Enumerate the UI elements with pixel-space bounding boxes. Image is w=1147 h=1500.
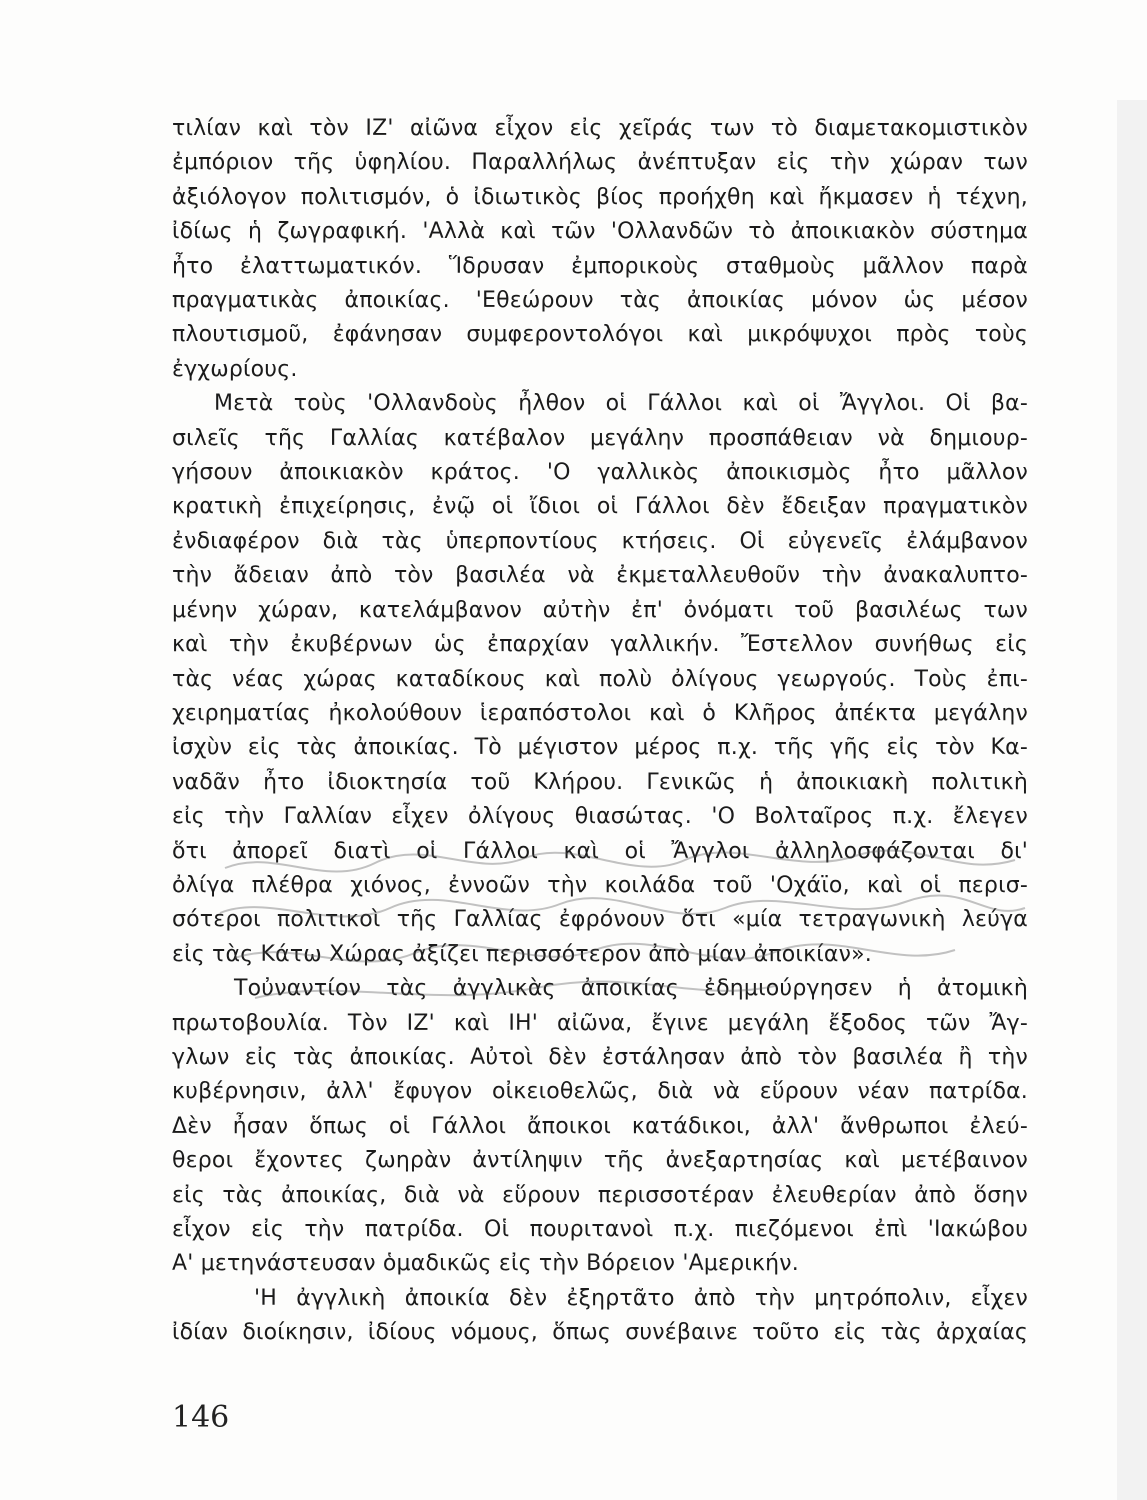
- text-line: γήσουν ἀποικιακὸν κράτος. 'Ο γαλλικὸς ἀποικισμὸς ἦτο μᾶλλον: [172, 460, 1028, 486]
- text-line: ἰδίως ἡ ζωγραφική. 'Αλλὰ καὶ τῶν 'Ολλανδῶν τὸ ἀποικιακὸν σύστημα: [172, 219, 1028, 245]
- text-line: πρωτοβουλία. Τὸν ΙΖ' καὶ ΙΗ' αἰῶνα, ἔγινε μεγάλη ἔξοδος τῶν Ἄγ-: [172, 1010, 1028, 1036]
- text-line: ὅτι ἀπορεῖ διατὶ οἱ Γάλλοι καὶ οἱ Ἄγγλοι ἀλληλοσφάζονται δι': [172, 838, 1028, 864]
- text-line: ἰδίαν διοίκησιν, ἰδίους νόμους, ὅπως συνέβαινε τοῦτο εἰς τὰς ἀρχαίας: [172, 1320, 1028, 1346]
- text-line: πλουτισμοῦ, ἐφάνησαν συμφεροντολόγοι καὶ μικρόψυχοι πρὸς τοὺς: [172, 322, 1028, 348]
- text-line: ναδᾶν ἦτο ἰδιοκτησία τοῦ Κλήρου. Γενικῶς ἡ ἀποικιακὴ πολιτικὴ: [172, 769, 1028, 795]
- text-line: 'Η ἀγγλικὴ ἀποικία δὲν ἐξηρτᾶτο ἀπὸ τὴν μητρόπολιν, εἶχεν: [254, 1285, 1028, 1311]
- text-line: ἀξιόλογον πολιτισμόν, ὁ ἰδιωτικὸς βίος προήχθη καὶ ἤκμασεν ἡ τέχνη,: [172, 184, 1028, 210]
- text-line: μένην χώραν, κατελάμβανον αὐτὴν ἐπ' ὀνόματι τοῦ βασιλέως των: [172, 597, 1028, 623]
- text-line: ἰσχὺν εἰς τὰς ἀποικίας. Τὸ μέγιστον μέρος π.χ. τῆς γῆς εἰς τὸν Κα-: [172, 735, 1028, 761]
- text-line: εἰς τὰς ἀποικίας, διὰ νὰ εὕρουν περισσοτέραν ἐλευθερίαν ἀπὸ ὅσην: [172, 1182, 1028, 1208]
- bleed-through-edge: [1107, 100, 1147, 1500]
- text-line: κυβέρνησιν, ἀλλ' ἔφυγον οἰκειοθελῶς, διὰ νὰ εὕρουν νέαν πατρίδα.: [172, 1079, 1028, 1105]
- text-line: κρατικὴ ἐπιχείρησις, ἐνῷ οἱ ἴδιοι οἱ Γάλλοι δὲν ἔδειξαν πραγματικὸν: [172, 494, 1028, 520]
- text-line: Δὲν ἦσαν ὅπως οἱ Γάλλοι ἄποικοι κατάδικοι, ἀλλ' ἄνθρωποι ἐλεύ-: [172, 1113, 1028, 1139]
- text-line: πραγματικὰς ἀποικίας. 'Εθεώρουν τὰς ἀποικίας μόνον ὡς μέσον: [172, 288, 1028, 314]
- text-line: τὴν ἄδειαν ἀπὸ τὸν βασιλέα νὰ ἐκμεταλλευθοῦν τὴν ἀνακαλυπτο-: [172, 563, 1028, 589]
- text-line: ἐμπόριον τῆς ὑφηλίου. Παραλλήλως ἀνέπτυξαν εἰς τὴν χώραν των: [172, 150, 1028, 176]
- text-line: χειρηματίας ἠκολούθουν ἱεραπόστολοι καὶ ὁ Κλῆρος ἀπέκτα μεγάλην: [172, 700, 1028, 726]
- text-line: σιλεῖς τῆς Γαλλίας κατέβαλον μεγάλην προσπάθειαν νὰ δημιουρ-: [172, 425, 1028, 451]
- text-line: ἦτο ἐλαττωματικόν. Ἵδρυσαν ἐμπορικοὺς σταθμοὺς μᾶλλον παρὰ: [172, 253, 1028, 279]
- text-line: ἐνδιαφέρον διὰ τὰς ὑπερποντίους κτήσεις. Οἱ εὐγενεῖς ἐλάμβανον: [172, 528, 1028, 554]
- text-line: ἐγχωρίους.: [172, 356, 298, 382]
- text-line: τιλίαν καὶ τὸν ΙΖ' αἰῶνα εἶχον εἰς χεῖράς των τὸ διαμετακομιστικὸν: [172, 116, 1028, 141]
- text-line: εἰς τὰς Κάτω Χώρας ἀξίζει περισσότερον ἀπὸ μίαν ἀποικίαν».: [172, 941, 872, 967]
- text-line: Μετὰ τοὺς 'Ολλανδοὺς ἦλθον οἱ Γάλλοι καὶ οἱ Ἄγγλοι. Οἱ βα-: [214, 391, 1028, 417]
- text-line: θεροι ἔχοντες ζωηρὰν ἀντίληψιν τῆς ἀνεξαρτησίας καὶ μετέβαινον: [172, 1148, 1028, 1174]
- text-line: τὰς νέας χώρας καταδίκους καὶ πολὺ ὀλίγους γεωργούς. Τοὺς ἐπι-: [172, 666, 1028, 692]
- text-line: σότεροι πολιτικοὶ τῆς Γαλλίας ἐφρόνουν ὅτι «μία τετραγωνικὴ λεύγα: [172, 907, 1028, 933]
- text-line: Α' μετηνάστευσαν ὁμαδικῶς εἰς τὴν Βόρειον 'Αμερικήν.: [172, 1251, 799, 1277]
- text-line: ὀλίγα πλέθρα χιόνος, ἐννοῶν τὴν κοιλάδα τοῦ 'Οχάϊο, καὶ οἱ περισ-: [172, 872, 1028, 898]
- page-number: 146: [172, 1400, 230, 1435]
- body-text: [172, 112, 1028, 1351]
- text-line: εἰς τὴν Γαλλίαν εἶχεν ὀλίγους θιασώτας. 'Ο Βολταῖρος π.χ. ἔλεγεν: [172, 804, 1028, 830]
- text-line: Τοὐναντίον τὰς ἀγγλικὰς ἀποικίας ἐδημιούργησεν ἡ ἀτομικὴ: [234, 976, 1028, 1002]
- text-line: καὶ τὴν ἐκυβέρνων ὡς ἐπαρχίαν γαλλικήν. Ἔστελλον συνήθως εἰς: [172, 632, 1028, 658]
- text-line: γλων εἰς τὰς ἀποικίας. Αὐτοὶ δὲν ἐστάλησαν ἀπὸ τὸν βασιλέα ἢ τὴν: [172, 1044, 1028, 1070]
- text-line: εἶχον εἰς τὴν πατρίδα. Οἱ πουριτανοὶ π.χ. πιεζόμενοι ἐπὶ 'Ιακώβου: [172, 1217, 1028, 1242]
